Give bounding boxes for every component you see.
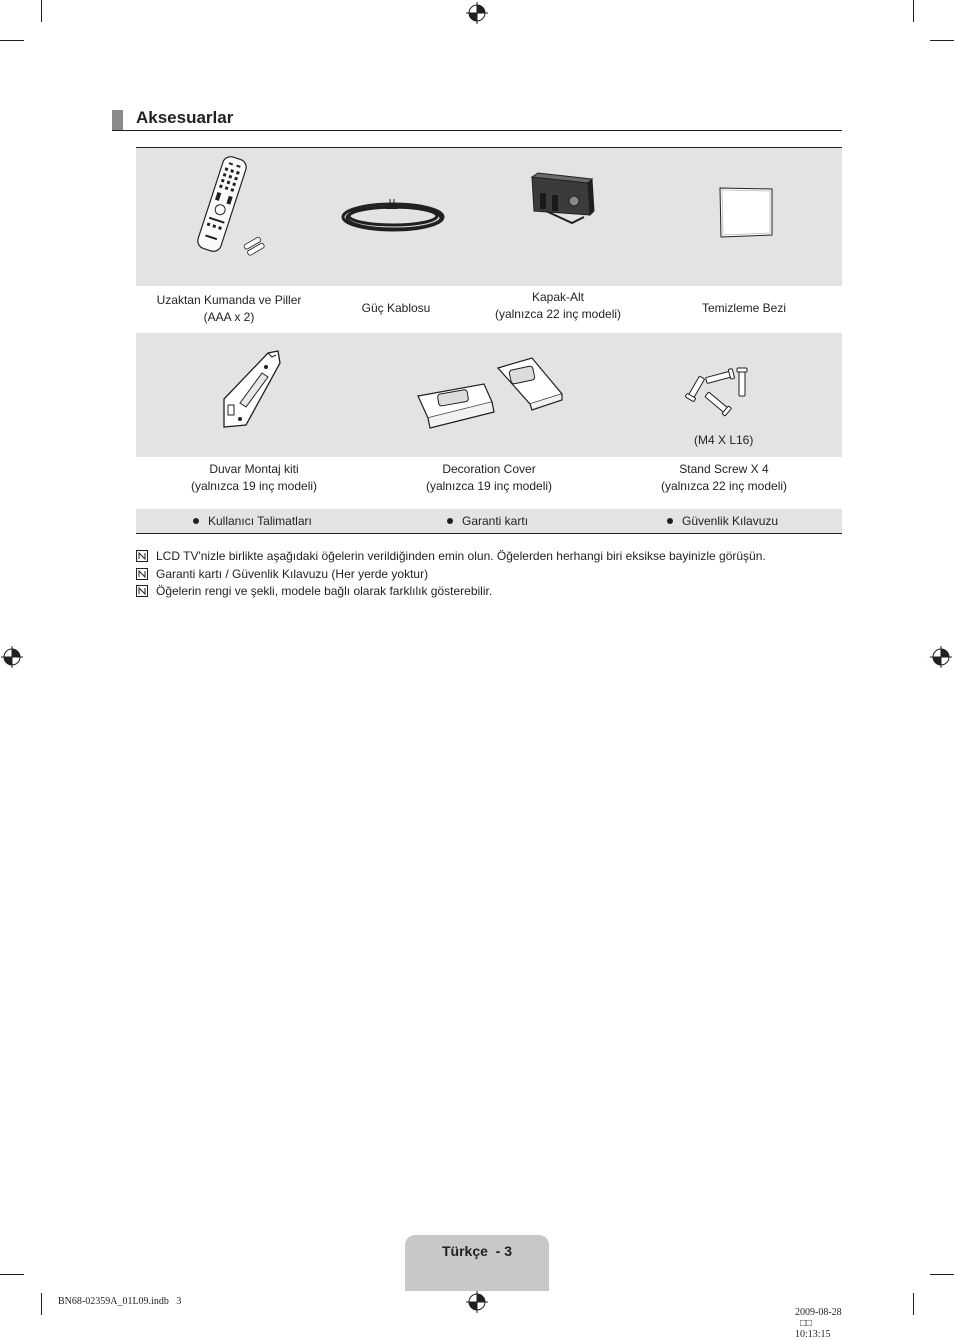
note-text: Öğelerin rengi ve şekli, modele bağlı olarak farklılık gösterebilir. [156, 584, 493, 598]
remote-control-icon [192, 154, 272, 258]
accessory-caption [372, 461, 606, 495]
caption-line: Kapak-Alt [531, 290, 585, 304]
caption-line: (yalnızca 19 inç modeli) [190, 479, 318, 493]
document-label: Güvenlik Kılavuzu [682, 514, 779, 528]
bullet-icon [667, 518, 673, 524]
note-item [136, 584, 492, 598]
caption-line: Güç Kablosu [361, 301, 431, 315]
caption-line: Stand Screw X 4 [679, 462, 769, 476]
bullet-icon [193, 518, 199, 524]
document-item [193, 514, 312, 528]
registration-mark-icon [466, 1291, 488, 1313]
accessory-caption [136, 292, 322, 326]
slug-date: 2009-08-28 [795, 1307, 842, 1318]
power-cord-icon [338, 193, 448, 239]
table-bottom-rule [136, 533, 842, 534]
note-item [136, 549, 766, 563]
page-number: Türkçe - 3 [441, 1243, 513, 1259]
caption-line: Decoration Cover [442, 462, 536, 476]
note-text: LCD TV'nizle birlikte aşağıdaki öğelerin verildiğinden emin olun. Öğelerden herhangi biri eksikse bayinizle görüşün. [156, 549, 766, 563]
accessory-caption [136, 461, 372, 495]
caption-line: Uzaktan Kumanda ve Piller [156, 293, 302, 307]
accessory-caption [322, 300, 470, 317]
heading-rule [112, 130, 842, 131]
print-slug-file: BN68-02359A_01L09.indb 3 [58, 1296, 182, 1307]
section-title: Aksesuarlar [136, 108, 234, 127]
heading-marker [112, 110, 123, 131]
screw-icon [682, 362, 754, 420]
caption-line: (yalnızca 22 inç modeli) [660, 479, 788, 493]
print-slug-date [790, 1296, 842, 1340]
accessory-caption [646, 300, 842, 317]
registration-mark-icon [466, 2, 488, 24]
screw-size-label: (M4 X L16) [694, 433, 754, 447]
wall-mount-kit-icon [214, 347, 286, 433]
crop-mark [41, 1293, 42, 1315]
crop-mark [930, 40, 954, 41]
document-label: Kullanıcı Talimatları [208, 514, 312, 528]
crop-mark [930, 1274, 954, 1275]
note-text: Garanti kartı / Güvenlik Kılavuzu (Her yerde yoktur) [156, 567, 429, 581]
crop-mark [41, 0, 42, 22]
document-item [667, 514, 778, 528]
accessory-caption [470, 289, 646, 323]
caption-line: (yalnızca 22 inç modeli) [494, 307, 622, 321]
bullet-icon [447, 518, 453, 524]
cover-bottom-icon [526, 171, 596, 229]
note-icon [136, 568, 148, 580]
caption-line: (AAA x 2) [203, 310, 255, 324]
accessory-caption [606, 461, 842, 495]
registration-mark-icon [930, 646, 952, 668]
decoration-cover-icon [412, 354, 566, 432]
note-item [136, 567, 428, 581]
cleaning-cloth-icon [716, 185, 776, 239]
crop-mark [913, 0, 914, 22]
caption-line: Temizleme Bezi [701, 301, 787, 315]
crop-mark [913, 1293, 914, 1315]
crop-mark [0, 1274, 24, 1275]
document-label: Garanti kartı [462, 514, 529, 528]
registration-mark-icon [1, 646, 23, 668]
crop-mark [0, 40, 24, 41]
document-item [447, 514, 528, 528]
note-icon [136, 585, 148, 597]
slug-glyphs: □□ [800, 1318, 813, 1329]
caption-line: Duvar Montaj kiti [209, 462, 299, 476]
caption-line: (yalnızca 19 inç modeli) [425, 479, 553, 493]
note-icon [136, 550, 148, 562]
slug-time: 10:13:15 [795, 1329, 831, 1340]
